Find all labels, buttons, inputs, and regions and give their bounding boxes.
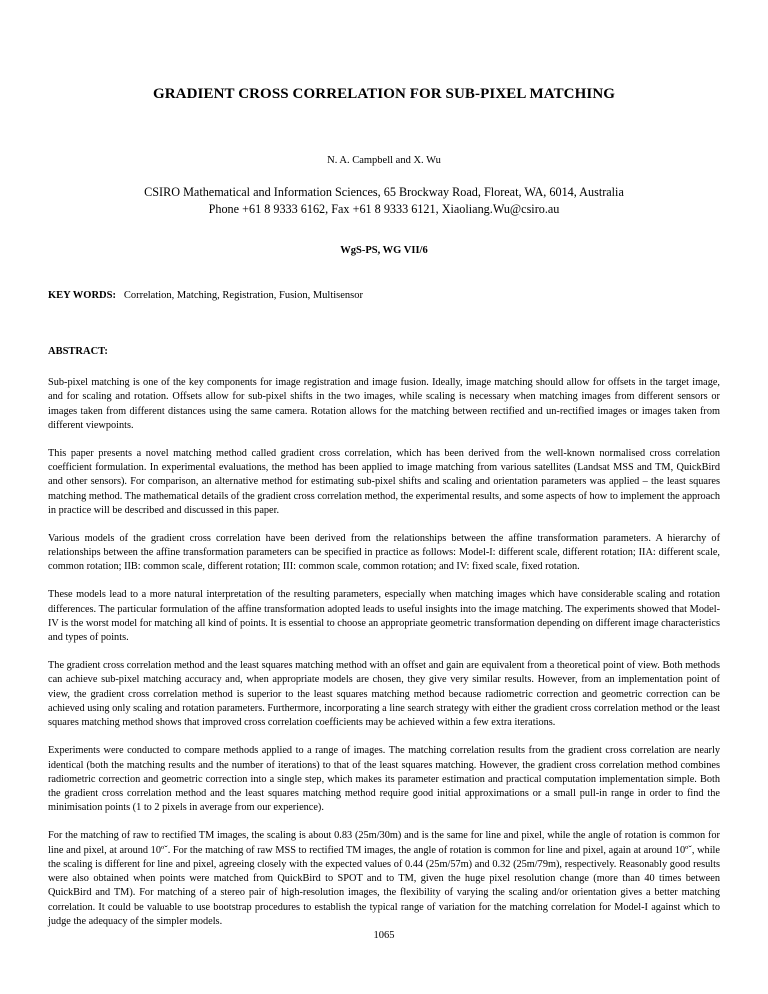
keywords-list: Correlation, Matching, Registration, Fusion, Multisensor [123, 290, 363, 301]
abstract-paragraph: Various models of the gradient cross correlation have been derived from the relationships between the affine transformation parameters. A hierarchy of relationships between the affine transformation parameters can be specified in practice as follows: Model-I: different scale, different rotation; IIA: different scale, common rotation; IIB: common scale, different rotation; III: common scale, common rotation; and IV: fixed scale, fixed rotation. [48, 532, 720, 573]
affiliation-address: CSIRO Mathematical and Information Sciences, 65 Brockway Road, Floreat, WA, 6014, Australia [144, 185, 624, 199]
abstract-paragraph: These models lead to a more natural interpretation of the resulting parameters, especially when matching images which have considerable scaling and rotation differences. The particular formulation of the affine transformation adopted leads to useful insights into the image matching. The experiments showed that Model-IV is the worst model for matching all kind of points. It is essential to choose an appropriate geometric transformation depending on different image characteristics and types of points. [48, 589, 720, 644]
abstract-paragraph: For the matching of raw to rectified TM images, the scaling is about 0.83 (25m/30m) and is the same for line and pixel, while the angle of rotation is common for line and pixel, at around 10ºˇ. For the matching of raw MSS to rectified TM images, the angle of rotation is common for line and pixel, again at around 10ºˇ, while the scaling is different for line and pixel, agreeing closely with the expected values of 0.44 (25m/57m) and 0.32 (25m/79m), respectively. Reasonably good results were also obtained when points were matched from QuickBird to SPOT and to TM, given the huge pixel resolution change (more than 40 times between QuickBird and TM). For matching of a stereo pair of high-resolution images, the flexibility of varying the scaling and/or orientation gives a better matching correlation. It could be valuable to use bootstrap procedures to establish the typical range of variation for the matching correlation for Model-I against which to judge the adequacy of the simpler models. [48, 830, 720, 928]
keywords-line [48, 290, 720, 301]
paper-authors: N. A. Campbell and X. Wu [327, 155, 441, 166]
abstract-paragraph: Experiments were conducted to compare methods applied to a range of images. The matching correlation results from the gradient cross correlation are nearly identical (both the matching results and the number of iterations) to that of the least squares matching. However, the gradient cross correlation method combines radiometric correction and geometric correction into a single step, which makes its parameter estimation and practical computation implementation simple. Both the gradient cross correlation method and the least squares matching method require good initial approximations or a small pull-in range in order to find the minimisation points (1 to 2 pixels in average from our experience). [48, 745, 720, 814]
abstract-heading: ABSTRACT: [48, 346, 108, 357]
working-group: WgS-PS, WG VII/6 [340, 245, 428, 256]
abstract-paragraph: Sub-pixel matching is one of the key components for image registration and image fusion. Ideally, image matching should allow for offsets in the target image, and for scaling and rotation. Offsets allow for sub-pixel shifts in the two images, while scaling is necessary when matching images from different sensors or images taken from different distances using the same camera. Rotation allows for the matching between rectified and un-rectified images or images taken from different viewpoints. [48, 377, 720, 431]
abstract-body [48, 376, 720, 943]
keywords-label: KEY WORDS: [48, 290, 116, 301]
paper-title: GRADIENT CROSS CORRELATION FOR SUB-PIXEL MATCHING [152, 86, 616, 102]
affiliation-contact: Phone +61 8 9333 6162, Fax +61 8 9333 6121, Xiaoliang.Wu@csiro.au [208, 202, 560, 216]
affiliation [0, 184, 768, 218]
abstract-paragraph: The gradient cross correlation method and the least squares matching method with an offset and gain are equivalent from a theoretical point of view. Both methods can achieve sub-pixel matching accuracy and, when appropriate models are chosen, they give very similar results. However, from an implementation point of view, the gradient cross correlation method is superior to the least squares matching method because radiometric correction and geometric correction can be achieved using only scaling and rotation parameters. Furthermore, incorporating a line search strategy with either the gradient cross correlation method or the least squares matching method shows that improved cross correlation coefficients may be achieved within a few extra iterations. [48, 660, 720, 729]
abstract-paragraph: This paper presents a novel matching method called gradient cross correlation, which has been derived from the well-known normalised cross correlation coefficient formulation. In experimental evaluations, the method has been applied to image matching from various satellites (Landsat MSS and TM, QuickBird and other sensors). For comparison, an alternative method for estimating sub-pixel shifts and scaling and orientation parameters was applied – the least squares matching method. The mathematical details of the gradient cross correlation method, the experimental results, and some aspects of how to implement the approach in practice will be described and discussed in this paper. [48, 447, 720, 516]
page-number: 1065 [373, 930, 395, 941]
